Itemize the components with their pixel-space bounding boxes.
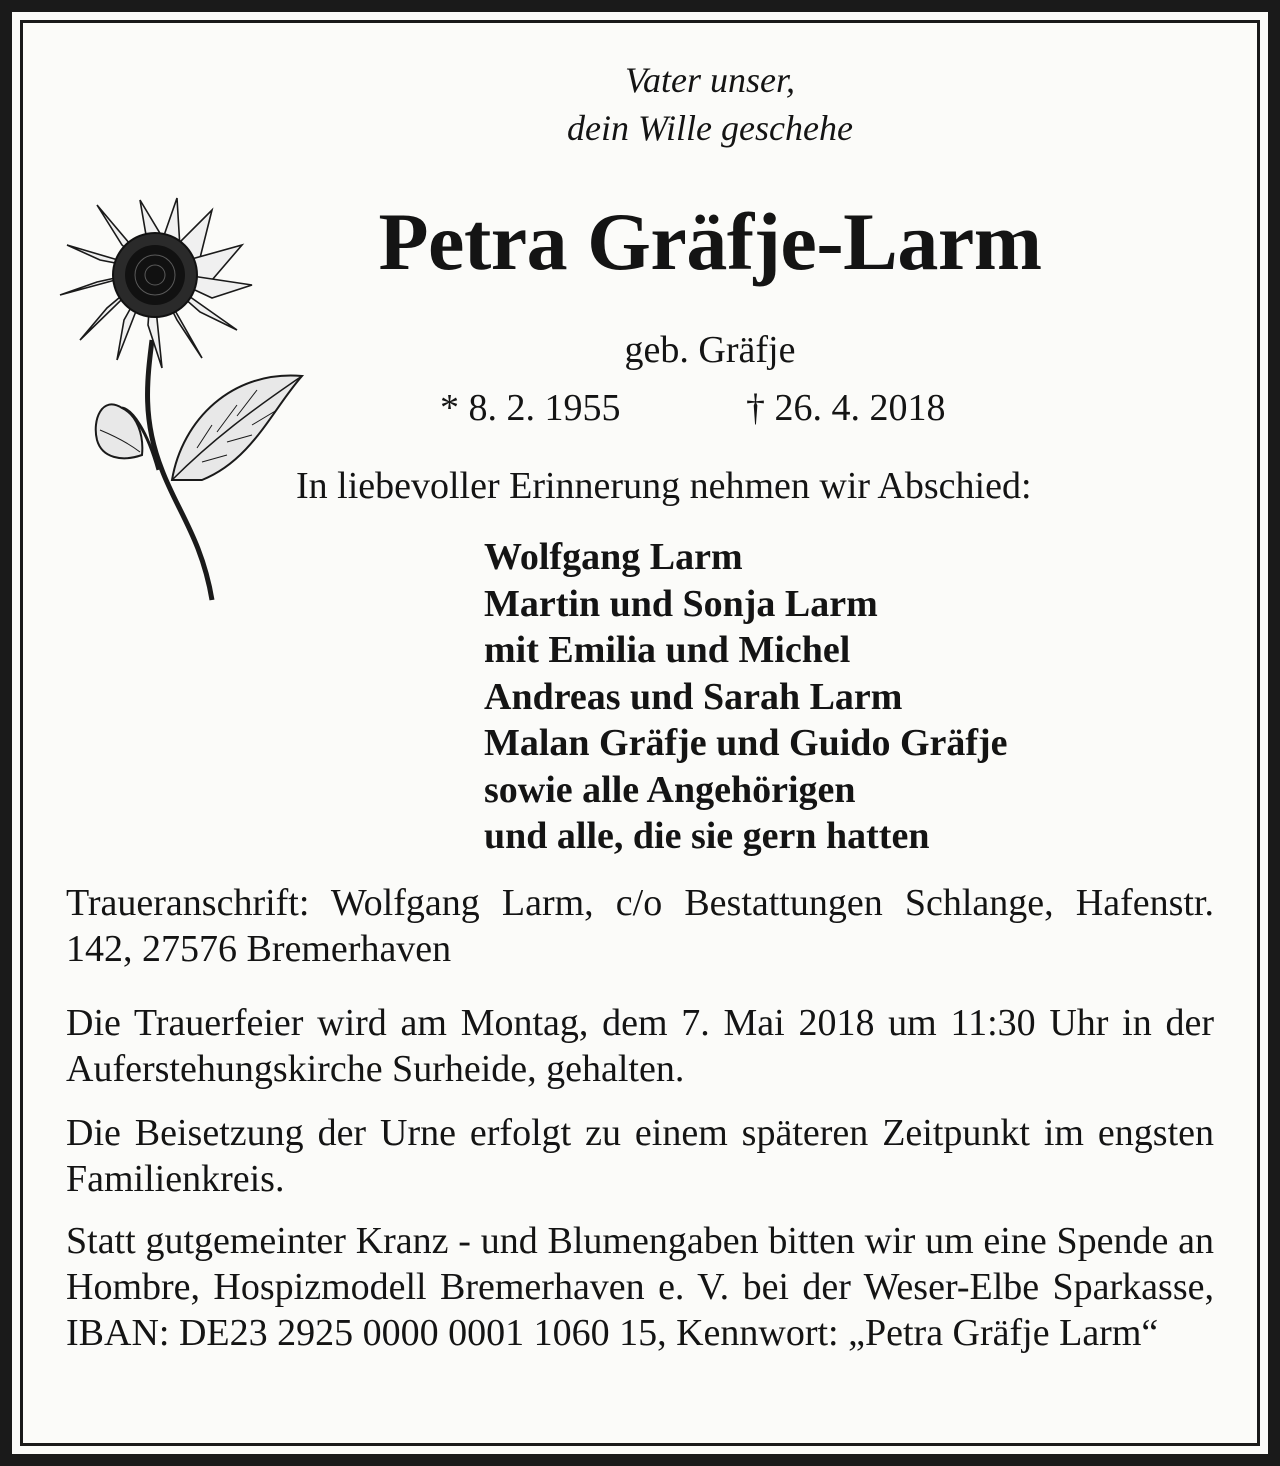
mourner-line: und alle, die sie gern hatten [484, 815, 930, 857]
mourner-line: Andreas und Sarah Larm [484, 675, 903, 718]
urn-burial-info: Die Beisetzung der Urne erfolgt zu einem späteren Zeitpunkt im engsten Familienkreis. [66, 1112, 1214, 1200]
funeral-service-info: Die Trauerfeier wird am Montag, dem 7. Mai 2018 um 11:30 Uhr in der Auferstehungskirche Surheide, gehalten. [66, 1002, 1214, 1090]
motto-line-1: Vater unser, [625, 60, 795, 100]
mourner-line: Malan Gräfje und Guido Gräfje [484, 722, 1008, 764]
mourners-list [484, 534, 1008, 860]
death-date: † 26. 4. 2018 [746, 387, 946, 429]
mourner-line: Wolfgang Larm [484, 536, 743, 578]
mourner-line: Martin und Sonja Larm [484, 582, 878, 625]
motto-line-2: dein Wille geschehe [567, 108, 853, 148]
birth-date: * 8. 2. 1955 [440, 387, 621, 429]
deceased-name: Petra Gräfje-Larm [378, 196, 1042, 287]
mourner-line: mit Emilia und Michel [484, 629, 851, 671]
mourning-address: Traueranschrift: Wolfgang Larm, c/o Bestattungen Schlange, Hafenstr. 142, 27576 Bremerhaven [66, 882, 1214, 970]
maiden-name: geb. Gräfje [624, 329, 796, 371]
mourner-line: sowie alle Angehörigen [484, 768, 856, 811]
farewell-intro: In liebevoller Erinnerung nehmen wir Abschied: [296, 465, 1032, 507]
sunflower-icon [52, 180, 314, 630]
donation-request: Statt gutgemeinter Kranz - und Blumengaben bitten wir um eine Spende an Hombre, Hospizmodell Bremerhaven e. V. bei der Weser-Elbe Sparkasse, IBAN: DE23 2925 0000 0001 1060 15, Kennwort: „Petra Gräfje Larm“ [66, 1220, 1214, 1354]
